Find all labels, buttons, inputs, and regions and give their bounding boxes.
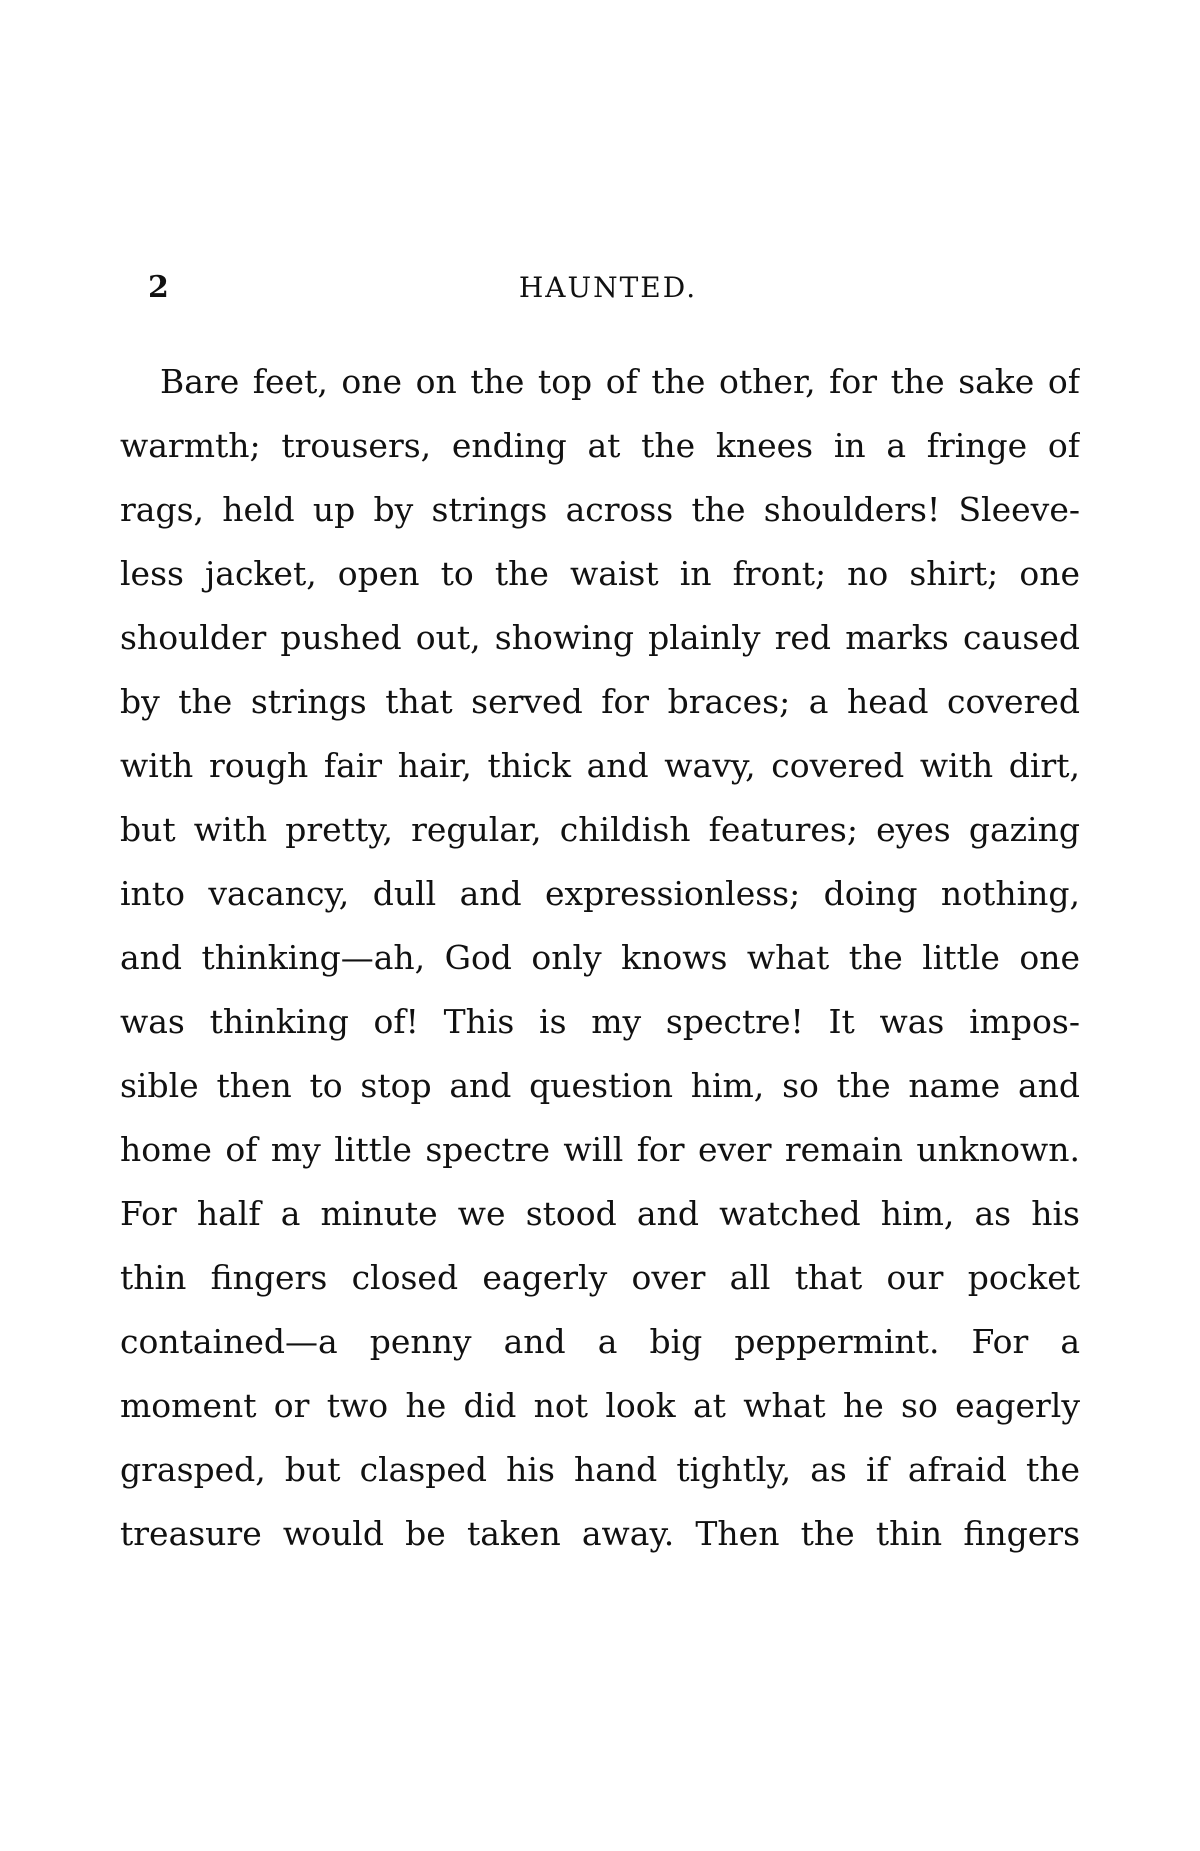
text-line: warmth; trousers, ending at the knees in a fringe of bbox=[120, 426, 1080, 465]
text-line: by the strings that served for braces; a head covered bbox=[120, 682, 1080, 721]
text-line: into vacancy, dull and expressionless; doing nothing, bbox=[120, 874, 1080, 913]
text-line: contained—a penny and a big peppermint. For a bbox=[120, 1322, 1080, 1361]
text-line: but with pretty, regular, childish features; eyes gazing bbox=[120, 810, 1080, 849]
text-line: For half a minute we stood and watched him, as his bbox=[120, 1194, 1080, 1233]
text-line: moment or two he did not look at what he so eagerly bbox=[120, 1386, 1080, 1425]
text-line: sible then to stop and question him, so the name and bbox=[120, 1066, 1080, 1105]
text-line: shoulder pushed out, showing plainly red marks caused bbox=[120, 618, 1080, 657]
text-line: was thinking of! This is my spectre! It was impos- bbox=[120, 1002, 1080, 1041]
body-text bbox=[120, 350, 1080, 1566]
text-line: Bare feet, one on the top of the other, for the sake of bbox=[160, 362, 1080, 401]
text-line: treasure would be taken away. Then the thin fingers bbox=[120, 1514, 1080, 1553]
text-line: less jacket, open to the waist in front; no shirt; one bbox=[120, 554, 1080, 593]
page-number: 2 bbox=[148, 270, 169, 305]
text-line: grasped, but clasped his hand tightly, as if afraid the bbox=[120, 1450, 1080, 1489]
running-title: HAUNTED. bbox=[518, 271, 698, 304]
text-line: thin fingers closed eagerly over all that our pocket bbox=[120, 1258, 1080, 1297]
running-head bbox=[148, 268, 1068, 308]
text-line: and thinking—ah, God only knows what the little one bbox=[120, 938, 1080, 977]
text-line: rags, held up by strings across the shoulders! Sleeve- bbox=[120, 490, 1080, 529]
text-line: with rough fair hair, thick and wavy, covered with dirt, bbox=[120, 746, 1080, 785]
text-line: home of my little spectre will for ever remain unknown. bbox=[120, 1130, 1080, 1169]
